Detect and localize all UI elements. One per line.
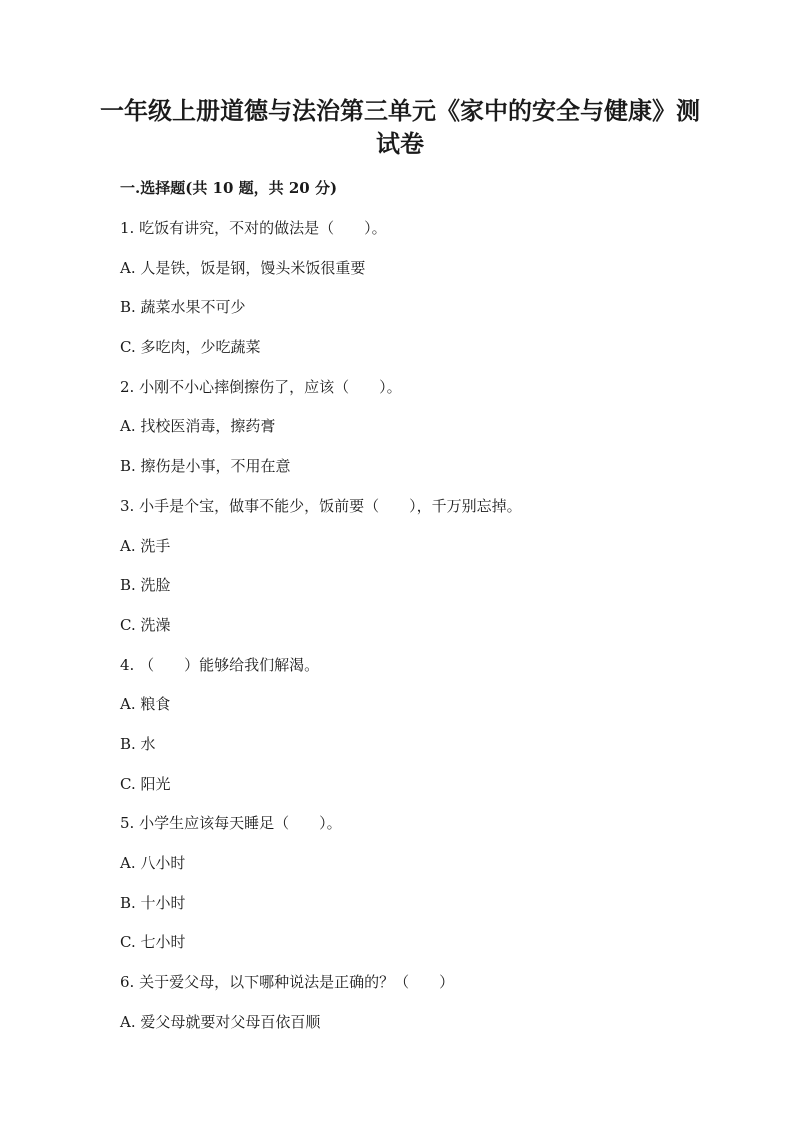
- question-line: 1. 吃饭有讲究，不对的做法是（ ）。: [120, 219, 387, 237]
- option-line: B. 擦伤是小事，不用在意: [120, 457, 291, 476]
- question-line: 2. 小刚不小心摔倒擦伤了，应该（ ）。: [120, 377, 402, 396]
- option-line: A. 找校医消毒，擦药膏: [120, 417, 276, 436]
- option-line: C. 阳光: [120, 774, 171, 793]
- option-line: C. 七小时: [120, 933, 186, 952]
- option-line: B. 洗脸: [120, 576, 171, 595]
- option-line: C. 多吃肉，少吃蔬菜: [120, 338, 261, 357]
- option-line: A. 人是铁，饭是钢，馒头米饭很重要: [120, 258, 366, 277]
- question-line: 6. 关于爱父母，以下哪种说法是正确的？（ ）: [120, 973, 455, 992]
- question-line: 3. 小手是个宝，做事不能少，饭前要（ ），千万别忘掉。: [120, 496, 522, 515]
- option-line: A. 八小时: [120, 854, 186, 872]
- page-title: 一年级上册道德与法治第三单元《家中的安全与健康》测试卷: [100, 96, 700, 158]
- option-line: B. 水: [120, 734, 156, 753]
- option-line: C. 洗澡: [120, 615, 171, 634]
- section-heading: 一.选择题(共 10 题，共 20 分): [120, 179, 338, 197]
- option-line: A. 洗手: [120, 536, 171, 555]
- option-line: A. 粮食: [120, 695, 171, 714]
- question-list: [120, 218, 720, 1051]
- option-line: B. 蔬菜水果不可少: [120, 298, 246, 317]
- question-line: 5. 小学生应该每天睡足（ ）。: [120, 814, 342, 833]
- option-line: B. 十小时: [120, 893, 186, 912]
- option-line: A. 爱父母就要对父母百依百顺: [120, 1012, 321, 1031]
- question-line: 4. （ ）能够给我们解渴。: [120, 655, 320, 674]
